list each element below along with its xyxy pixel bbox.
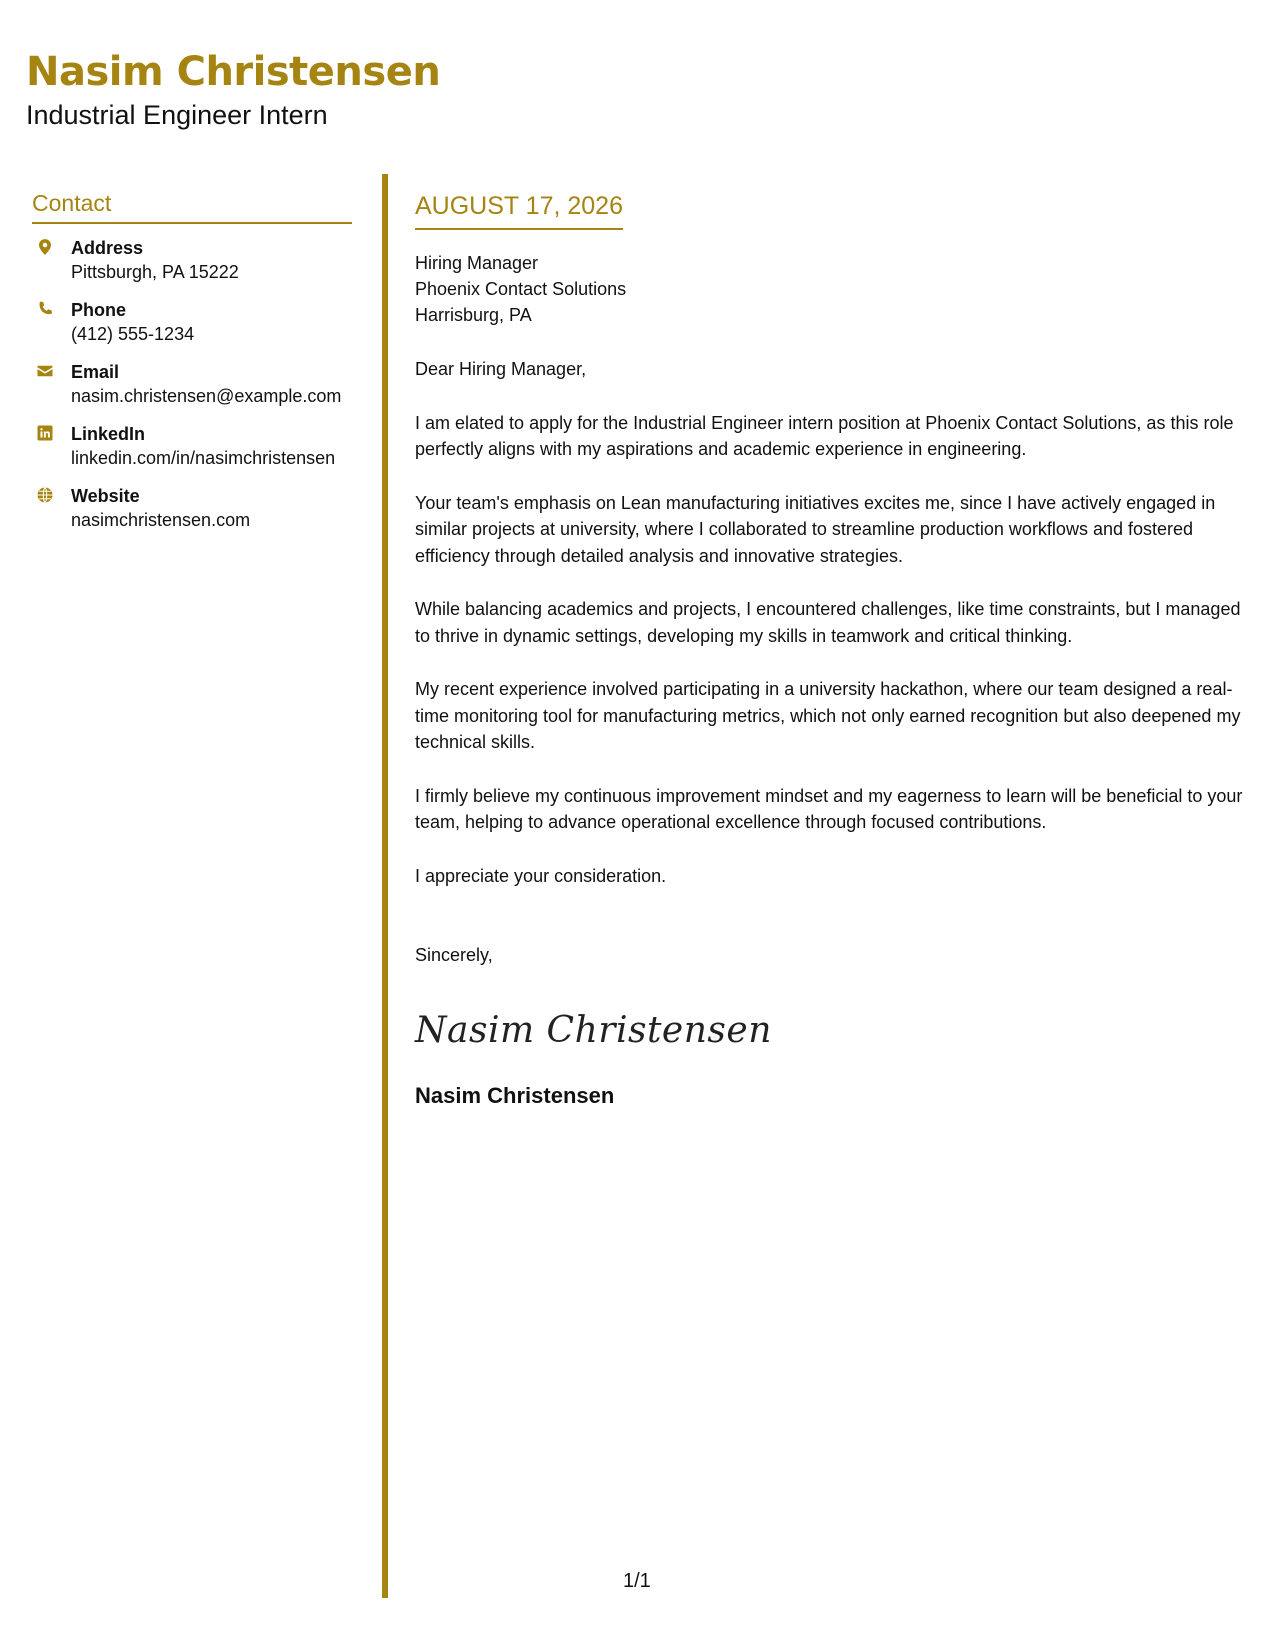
contact-label: LinkedIn bbox=[71, 424, 146, 444]
location-pin-icon bbox=[36, 238, 54, 256]
website-value[interactable]: nasimchristensen.com bbox=[71, 510, 251, 530]
contact-label: Website bbox=[71, 486, 140, 506]
handwritten-signature: Nasim Christensen bbox=[415, 1009, 772, 1051]
linkedin-value[interactable]: linkedin.com/in/nasimchristensen bbox=[71, 448, 336, 468]
recipient-title: Hiring Manager bbox=[415, 253, 539, 273]
contact-item-phone bbox=[32, 298, 352, 347]
email-value[interactable]: nasim.christensen@example.com bbox=[71, 386, 342, 406]
page-number: 1/1 bbox=[623, 1570, 651, 1592]
phone-value: (412) 555-1234 bbox=[71, 324, 195, 344]
vertical-divider bbox=[382, 174, 388, 1598]
globe-icon bbox=[36, 486, 54, 504]
letter-date: AUGUST 17, 2026 bbox=[415, 190, 623, 230]
contact-item-linkedin bbox=[32, 422, 352, 471]
recipient-location: Harrisburg, PA bbox=[415, 305, 532, 325]
letter-paragraph: I firmly believe my continuous improvement mindset and my eagerness to learn will be beneficial to your team, helping to advance operational excellence through focused contributions. bbox=[415, 785, 1243, 832]
recipient-block bbox=[415, 250, 1255, 328]
resume-header bbox=[26, 48, 440, 132]
contact-label: Phone bbox=[71, 300, 127, 320]
salutation: Dear Hiring Manager, bbox=[415, 359, 587, 379]
address-value: Pittsburgh, PA 15222 bbox=[71, 262, 239, 282]
contact-label: Address bbox=[71, 238, 144, 258]
letter-paragraph: I am elated to apply for the Industrial Engineer intern position at Phoenix Contact Solutions, as this role perfectly aligns with my aspirations and academic experience in engineering. bbox=[415, 412, 1234, 459]
phone-icon bbox=[36, 300, 54, 318]
envelope-icon bbox=[36, 362, 54, 380]
signer-name: Nasim Christensen bbox=[415, 1082, 615, 1108]
applicant-name: Nasim Christensen bbox=[26, 49, 441, 95]
letter-paragraph: My recent experience involved participating in a university hackathon, where our team designed a real-time monitoring tool for manufacturing metrics, which not only earned recognition but also deepened my technical skills. bbox=[415, 679, 1241, 752]
contact-item-website bbox=[32, 484, 352, 533]
letter-paragraph: While balancing academics and projects, I encountered challenges, like time constraints, but I managed to thrive in dynamic settings, developing my skills in teamwork and critical thinking. bbox=[415, 599, 1241, 646]
contact-sidebar bbox=[32, 188, 352, 546]
contact-list bbox=[32, 236, 352, 533]
recipient-company: Phoenix Contact Solutions bbox=[415, 279, 627, 299]
letter-paragraph: I appreciate your consideration. bbox=[415, 865, 667, 886]
letter-body bbox=[415, 190, 1255, 1111]
applicant-role: Industrial Engineer Intern bbox=[26, 100, 328, 130]
contact-label: Email bbox=[71, 362, 120, 382]
letter-paragraph: Your team's emphasis on Lean manufacturing initiatives excites me, since I have actively engaged in similar projects at university, where I collaborated to streamline production workflows and fostered efficiency through detailed analysis and innovative strategies. bbox=[415, 492, 1216, 566]
contact-item-address bbox=[32, 236, 352, 285]
linkedin-icon bbox=[36, 424, 54, 442]
closing: Sincerely, bbox=[415, 945, 493, 965]
contact-item-email bbox=[32, 360, 352, 409]
contact-heading: Contact bbox=[32, 188, 352, 224]
